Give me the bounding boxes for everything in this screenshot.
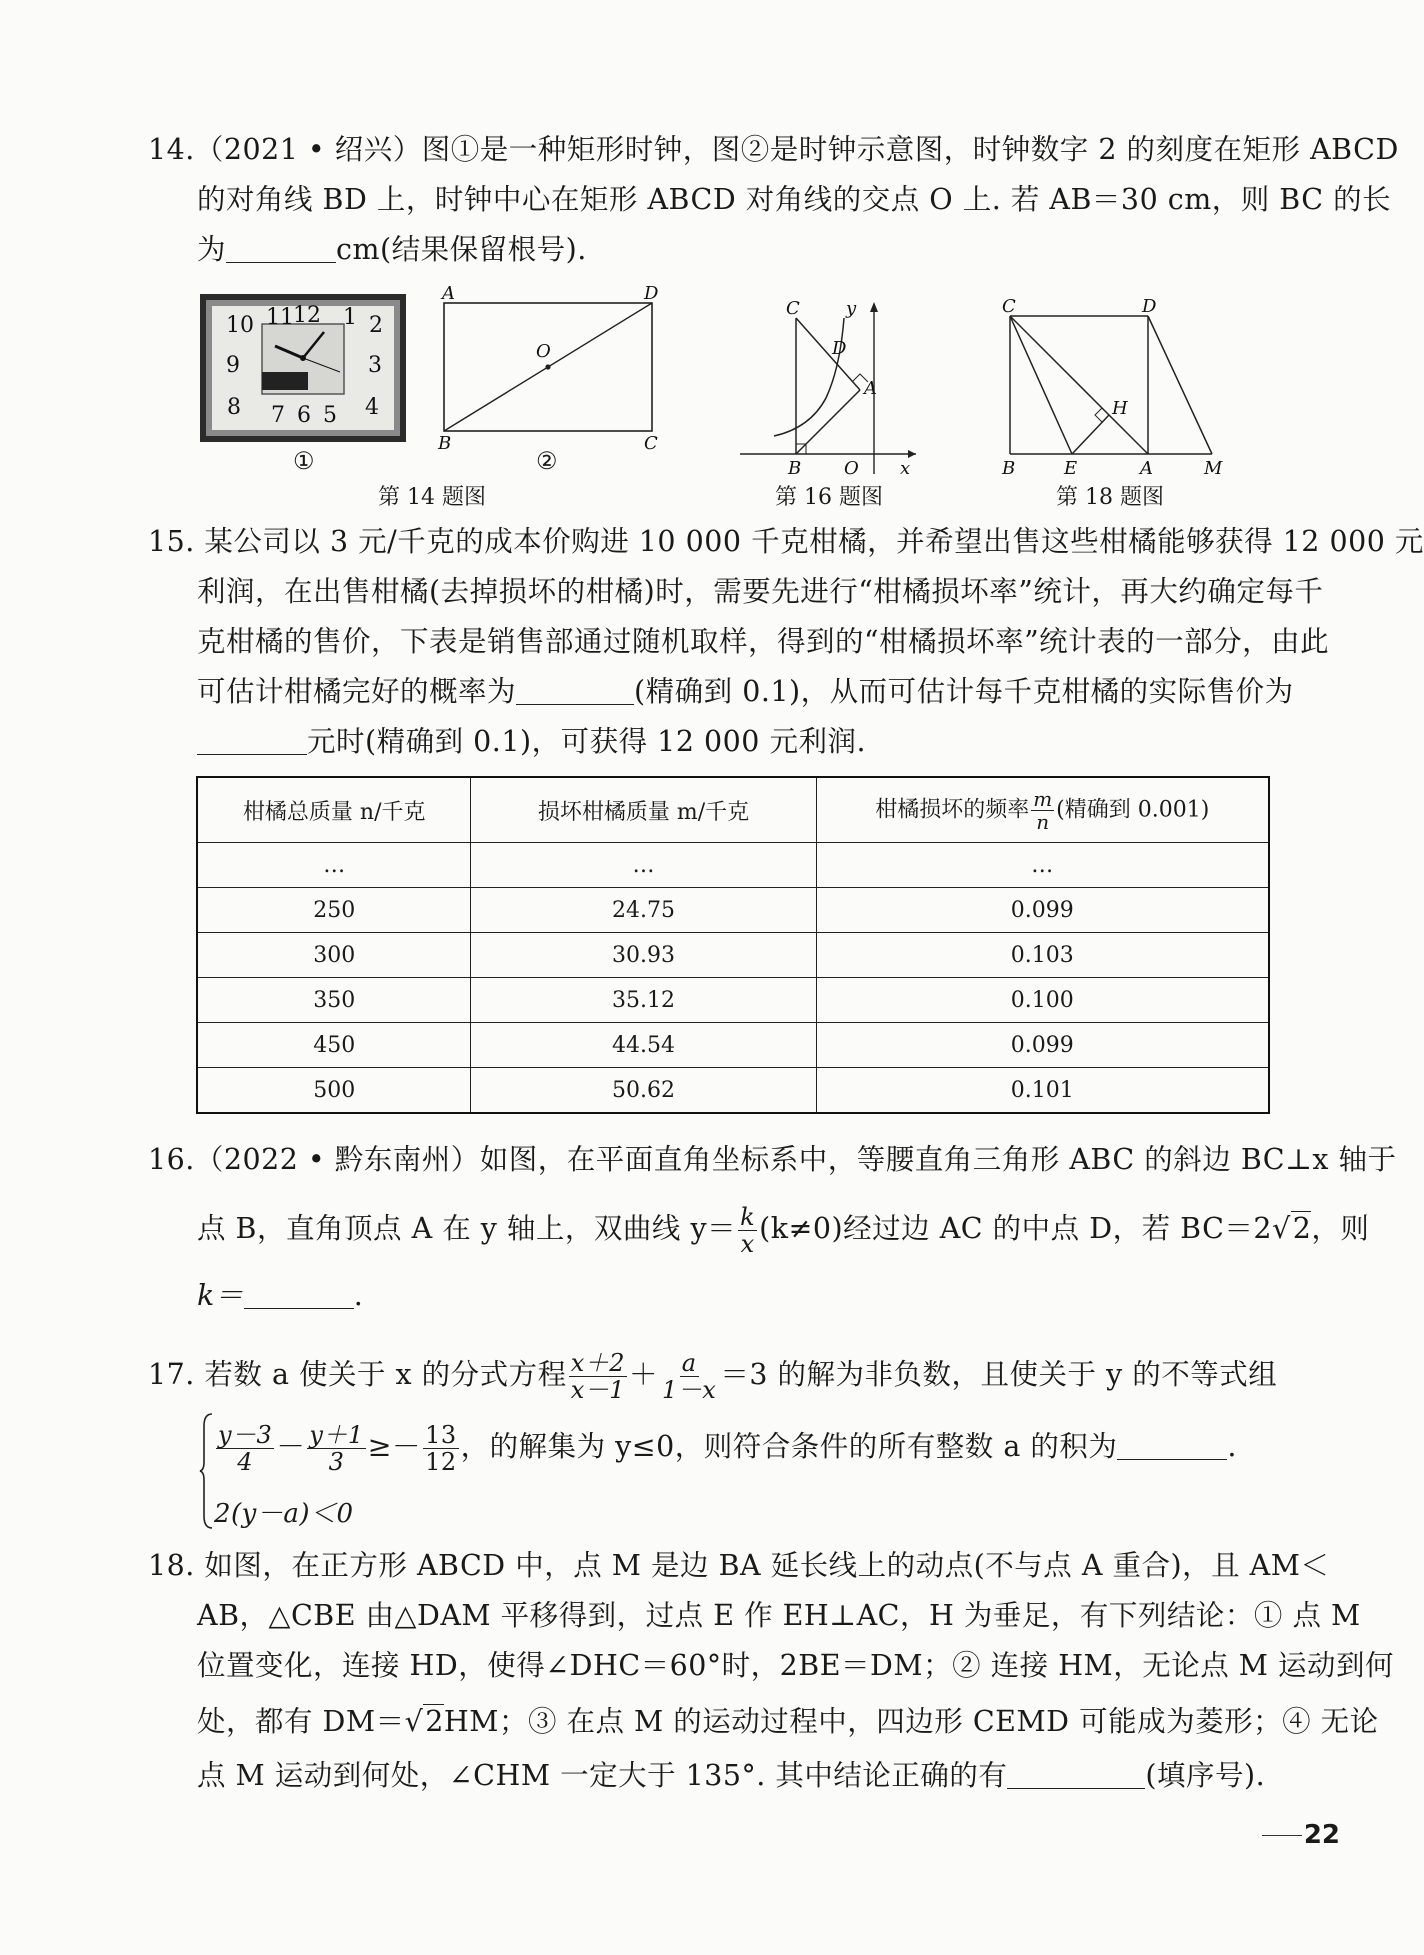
q17-s2-den: 3: [328, 1448, 345, 1476]
q18-sqrt-value: 2: [425, 1705, 444, 1738]
table-cell: 0.103: [816, 933, 1269, 978]
fraction-denominator-n: n: [1036, 809, 1050, 834]
q18-line-3: 位置变化，连接 HD，使得∠DHC＝60°时，2BE＝DM；② 连接 HM，无论点 M 运动到何: [197, 1649, 1395, 1682]
col-header-damaged-mass: 损坏柑橘质量 m/千克: [471, 777, 816, 843]
q18-line-2: AB，△CBE 由△DAM 平移得到，过点 E 作 EH⊥AC，H 为垂足，有下列结论：① 点 M: [197, 1599, 1361, 1632]
table-row: [197, 843, 1269, 888]
q17-comma: ，: [460, 1430, 490, 1463]
fig16-diagram: [740, 294, 920, 479]
sqrt-sign: √: [404, 1705, 424, 1738]
q16-line-2: [197, 1204, 1369, 1257]
q17-text-b: ＝3 的解为非负数，且使关于 y 的不等式组: [720, 1358, 1278, 1391]
q14-text-wei: 为: [197, 233, 227, 266]
fig16-point-a: A: [864, 378, 877, 399]
system-brace: [199, 1412, 213, 1530]
table-row: [197, 978, 1269, 1023]
q16-line-3: [197, 1276, 363, 1316]
q17-s1-num: y－3: [218, 1421, 273, 1449]
q17-minus: －: [276, 1430, 306, 1463]
fig-label-2: ②: [536, 447, 558, 475]
fig18-diagram: [996, 294, 1236, 479]
table-cell: …: [816, 843, 1269, 888]
table-cell: 450: [197, 1023, 471, 1068]
clock-num-7: 7: [271, 403, 285, 428]
table-cell: 30.93: [471, 933, 816, 978]
q17-text-mid: 的解集为 y≤0，则符合条件的所有整数 a 的积为: [489, 1430, 1118, 1463]
precision-note: (精确到 0.001): [1056, 797, 1210, 822]
fig14-caption: 第 14 题图: [378, 485, 486, 510]
q15-line-4: [197, 672, 1294, 712]
point-o: O: [536, 341, 551, 362]
page-number-rule: [1262, 1835, 1302, 1836]
q15-line-5: [197, 722, 866, 762]
q16-sqrt-value: 2: [1292, 1212, 1312, 1245]
q17-s1-den: 4: [237, 1448, 254, 1476]
fig18-point-h: H: [1112, 398, 1128, 419]
fig18-point-d: D: [1142, 296, 1157, 317]
fig18-point-a: A: [1140, 458, 1153, 479]
q16-frac-den: x: [740, 1230, 755, 1258]
col-header-frequency: [816, 777, 1269, 843]
q14-answer-blank[interactable]: [226, 234, 336, 263]
clock-num-2: 2: [369, 313, 383, 338]
fig16-axis-x: x: [900, 458, 911, 479]
damage-rate-table: [196, 776, 1270, 1114]
table-cell: 44.54: [471, 1023, 816, 1068]
q15-line-2: 利润，在出售柑橘(去掉损坏的柑橘)时，需要先进行“柑橘损坏率”统计，再大约确定每千: [197, 575, 1324, 608]
q15-answer-blank-1[interactable]: [516, 676, 634, 705]
clock-num-6: 6: [297, 403, 311, 428]
table-cell: 0.099: [816, 888, 1269, 933]
q16-text-b: (k≠0)经过边 AC 的中点 D，若 BC＝2: [759, 1212, 1273, 1245]
table-row: [197, 1068, 1269, 1114]
fig16-point-d: D: [832, 338, 847, 359]
clock-num-4: 4: [365, 395, 379, 420]
clock-num-9: 9: [226, 353, 240, 378]
fig16-axis-y: y: [846, 298, 857, 319]
q16-line-1: 16.（2022 • 黔东南州）如图，在平面直角坐标系中，等腰直角三角形 ABC 的斜边 BC⊥x 轴于: [148, 1143, 1397, 1176]
q17-sys-fraction-3: [423, 1422, 459, 1475]
frequency-label: 柑橘损坏的频率: [875, 797, 1030, 822]
point-a: A: [442, 283, 455, 304]
q18-text-c: 点 M 运动到何处，∠CHM 一定大于 135°. 其中结论正确的有: [197, 1759, 1008, 1792]
table-row: [197, 1023, 1269, 1068]
q16-text-a: 点 B，直角顶点 A 在 y 轴上，双曲线 y＝: [197, 1212, 737, 1245]
col-header-total-mass: 柑橘总质量 n/千克: [197, 777, 471, 843]
q17-s2-num: y＋1: [309, 1421, 364, 1449]
q17-system-line-2: 2(y－a)＜0: [214, 1499, 354, 1529]
table-row: [197, 933, 1269, 978]
q17-line-1: [148, 1350, 1277, 1403]
table-row: [197, 888, 1269, 933]
table-cell: 350: [197, 978, 471, 1023]
fig18-point-e: E: [1064, 458, 1078, 479]
table-cell: 50.62: [471, 1068, 816, 1114]
frequency-fraction: [1031, 788, 1054, 833]
q17-line-2: [214, 1422, 1237, 1475]
q14-line-2: 的对角线 BD 上，时钟中心在矩形 ABCD 对角线的交点 O 上. 若 AB＝30 cm，则 BC 的长: [197, 183, 1392, 216]
q18-text-d: (填序号).: [1145, 1759, 1266, 1792]
q14-text-unit: cm(结果保留根号).: [336, 233, 587, 266]
q17-f2-num: a: [681, 1349, 697, 1377]
table-cell: 300: [197, 933, 471, 978]
q17-answer-blank[interactable]: [1117, 1431, 1227, 1460]
fig18-caption: 第 18 题图: [1056, 485, 1164, 510]
q17-fraction-1: [569, 1350, 627, 1403]
q15-text-probability: 可估计柑橘完好的概率为: [197, 675, 517, 708]
q18-line-1: 18. 如图，在正方形 ABCD 中，点 M 是边 BA 延长线上的动点(不与点 A 重合)，且 AM＜: [148, 1549, 1330, 1582]
table-cell: 35.12: [471, 978, 816, 1023]
q17-f1-den: x－1: [570, 1376, 625, 1404]
q17-s3-num: 13: [425, 1421, 457, 1449]
clock-num-5: 5: [323, 403, 337, 428]
point-b: B: [438, 433, 452, 454]
q17-text-a: 17. 若数 a 使关于 x 的分式方程: [148, 1358, 567, 1391]
q17-ge: ≥－: [367, 1430, 422, 1463]
clock-photo: [200, 294, 406, 442]
clock-num-10: 10: [226, 313, 254, 338]
q17-fraction-2: [660, 1350, 718, 1403]
q15-line-1: 15. 某公司以 3 元/千克的成本价购进 10 000 千克柑橘，并希望出售这些柑橘能够获得 12 000 元: [148, 525, 1424, 558]
q17-plus: ＋: [629, 1358, 659, 1391]
q15-answer-blank-2[interactable]: [197, 726, 307, 755]
q16-text-k: k＝: [197, 1279, 244, 1312]
rectangle-diagram: [430, 283, 670, 453]
fig16-caption: 第 16 题图: [775, 485, 883, 510]
fig18-point-m: M: [1204, 458, 1223, 479]
q17-sys-fraction-1: [216, 1422, 274, 1475]
clock-num-3: 3: [368, 353, 382, 378]
q16-hyperbola-fraction: [738, 1204, 757, 1257]
q16-frac-num: k: [740, 1203, 756, 1231]
table-cell: 0.101: [816, 1068, 1269, 1114]
q18-line-5: [197, 1756, 1265, 1796]
table-cell: 500: [197, 1068, 471, 1114]
q15-text-price: (精确到 0.1)，从而可估计每千克柑橘的实际售价为: [634, 675, 1294, 708]
clock-num-11: 11: [266, 305, 294, 330]
q18-answer-blank[interactable]: [1007, 1760, 1145, 1789]
table-cell: …: [471, 843, 816, 888]
q14-line-3: [197, 230, 587, 270]
clock-num-1: 1: [343, 305, 357, 330]
q18-text-b: HM；③ 在点 M 的运动过程中，四边形 CEMD 可能成为菱形；④ 无论: [443, 1705, 1379, 1738]
q17-sys-fraction-2: [307, 1422, 365, 1475]
table-cell: …: [197, 843, 471, 888]
fig16-point-c: C: [786, 298, 800, 319]
page-number: 22: [1303, 1820, 1340, 1850]
q17-text-end: .: [1227, 1430, 1237, 1463]
q18-line-4: [197, 1702, 1379, 1742]
q15-line-3: 克柑橘的售价，下表是销售部通过随机取样，得到的“柑橘损坏率”统计表的一部分，由此: [197, 625, 1330, 658]
sqrt-sign: √: [1272, 1212, 1291, 1245]
point-d: D: [644, 283, 659, 304]
fig-label-1: ①: [293, 447, 315, 475]
q16-answer-blank[interactable]: [244, 1280, 354, 1309]
q15-text-profit: 元时(精确到 0.1)，可获得 12 000 元利润.: [307, 725, 867, 758]
clock-num-8: 8: [227, 395, 241, 420]
table-header-row: [197, 777, 1269, 843]
fig16-point-b: B: [788, 458, 802, 479]
table-cell: 250: [197, 888, 471, 933]
clock-num-12: 12: [293, 303, 321, 328]
q16-text-end: .: [353, 1279, 364, 1312]
table-cell: 0.099: [816, 1023, 1269, 1068]
point-c: C: [644, 433, 658, 454]
q17-f2-den: 1－x: [662, 1376, 717, 1404]
table-cell: 24.75: [471, 888, 816, 933]
q18-text-a: 处，都有 DM＝: [197, 1705, 405, 1738]
fraction-numerator-m: m: [1033, 786, 1053, 811]
table-cell: 0.100: [816, 978, 1269, 1023]
fig18-point-c: C: [1002, 296, 1016, 317]
q14-line-1: 14.（2021 • 绍兴）图①是一种矩形时钟，图②是时钟示意图，时钟数字 2 的刻度在矩形 ABCD: [148, 133, 1399, 166]
q17-s3-den: 12: [425, 1448, 457, 1476]
fig16-point-o: O: [844, 458, 859, 479]
q16-text-c: ，则: [1311, 1212, 1370, 1245]
fig18-point-b: B: [1002, 458, 1016, 479]
q17-f1-num: x＋2: [570, 1349, 625, 1377]
